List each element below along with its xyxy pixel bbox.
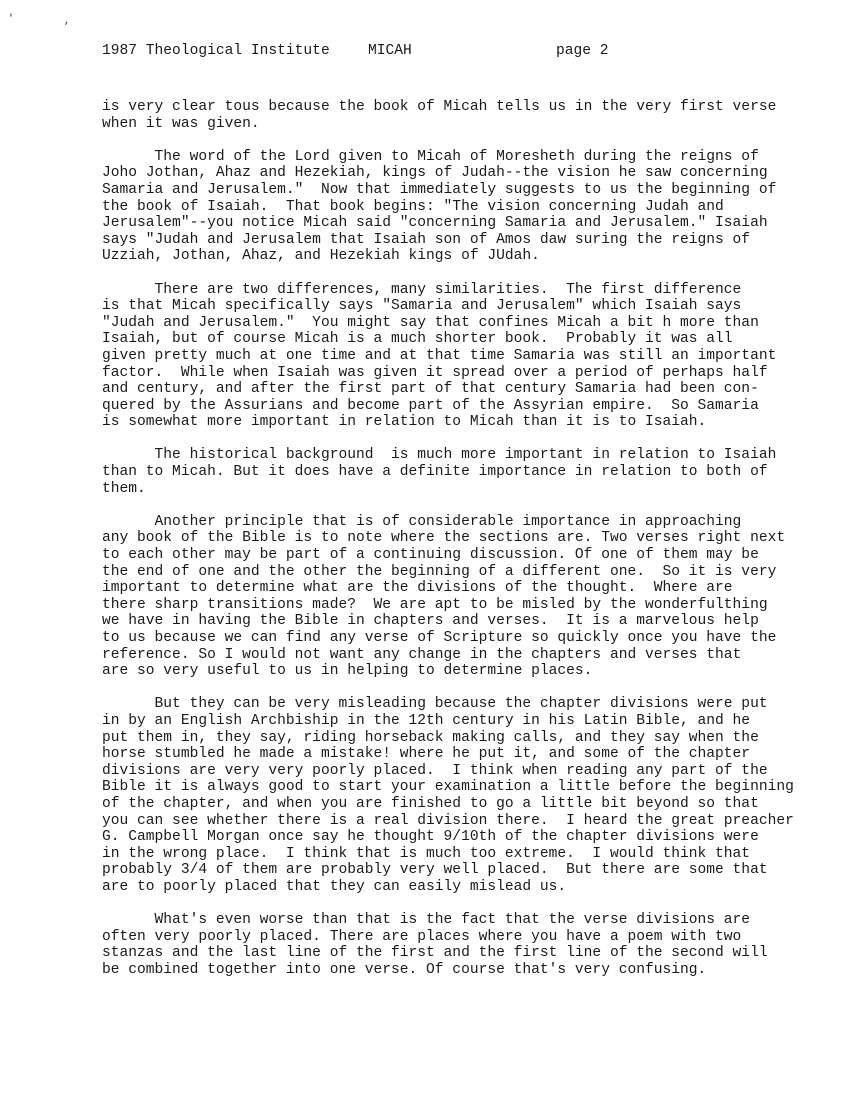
text-line: and century, and after the first part of that century Samaria had been con- xyxy=(102,381,759,398)
text-line: horse stumbled he made a mistake! where he put it, and some of the chapter xyxy=(102,746,751,763)
text-line: Joho Jothan, Ahaz and Hezekiah, kings of Judah--the vision he saw concerning xyxy=(102,165,768,182)
text-line: are to poorly placed that they can easily mislead us. xyxy=(102,878,567,895)
text-line: Samaria and Jerusalem." Now that immediately suggests to us the beginning of xyxy=(102,181,777,198)
text-line: What's even worse than that is the fact that the verse divisions are xyxy=(102,912,751,929)
text-line: stanzas and the last line of the first and the first line of the second will xyxy=(102,945,768,962)
text-line: we have in having the Bible in chapters and verses. It is a marvelous help xyxy=(102,613,759,630)
text-line: "Judah and Jerusalem." You might say that confines Micah a bit h more than xyxy=(102,314,759,331)
scan-mark: , xyxy=(64,16,71,27)
text-line: is somewhat more important in relation to Micah than it is to Isaiah. xyxy=(102,414,707,431)
text-line: them. xyxy=(102,480,146,497)
text-line: Isaiah, but of course Micah is a much shorter book. Probably it was all xyxy=(102,331,733,348)
header-institute: 1987 Theological Institute xyxy=(102,43,330,59)
text-line: But they can be very misleading because the chapter divisions were put xyxy=(102,696,768,713)
paragraph xyxy=(102,447,794,497)
text-line: probably 3/4 of them are probably very well placed. But there are some that xyxy=(102,862,768,879)
text-line: important to determine what are the divisions of the thought. Where are xyxy=(102,580,733,597)
text-line: quered by the Assurians and become part of the Assyrian empire. So Samaria xyxy=(102,397,759,414)
paragraph xyxy=(102,282,794,431)
text-line: than to Micah. But it does have a definite importance in relation to both of xyxy=(102,464,768,481)
text-line: Another principle that is of considerable importance in approaching xyxy=(102,513,742,530)
paragraph xyxy=(102,696,794,895)
text-line: to us because we can find any verse of Scripture so quickly once you have the xyxy=(102,630,777,646)
paragraph xyxy=(102,99,794,132)
document-body xyxy=(102,99,794,995)
paragraph xyxy=(102,912,794,978)
text-line: be combined together into one verse. Of course that's very confusing. xyxy=(102,961,707,978)
header-subject: MICAH xyxy=(368,43,412,59)
text-line: is that Micah specifically says "Samaria and Jerusalem" which Isaiah says xyxy=(102,298,742,315)
paragraph xyxy=(102,514,794,680)
scan-mark: ' xyxy=(8,14,15,25)
text-line: G. Campbell Morgan once say he thought 9/10th of the chapter divisions were xyxy=(102,829,759,846)
header-page-number: page 2 xyxy=(556,43,609,59)
text-line: in the wrong place. I think that is much too extreme. I would think that xyxy=(102,845,751,862)
text-line: says "Judah and Jerusalem that Isaiah son of Amos daw suring the reigns of xyxy=(102,231,751,248)
text-line: often very poorly placed. There are places where you have a poem with two xyxy=(102,928,742,945)
text-line: factor. While when Isaiah was given it spread over a period of perhaps half xyxy=(102,364,768,381)
text-line: There are two differences, many similarities. The first difference xyxy=(102,281,742,298)
text-line: when it was given. xyxy=(102,115,260,132)
text-line: there sharp transitions made? We are apt to be misled by the wonderfulthing xyxy=(102,596,768,613)
text-line: put them in, they say, riding horseback making calls, and they say when the xyxy=(102,729,759,746)
text-line: The word of the Lord given to Micah of Moresheth during the reigns of xyxy=(102,148,759,165)
text-line: reference. So I would not want any change in the chapters and verses that xyxy=(102,646,742,663)
text-line: you can see whether there is a real division there. I heard the great preacher xyxy=(102,812,794,829)
text-line: are so very useful to us in helping to determine places. xyxy=(102,663,593,680)
text-line: divisions are very very poorly placed. I think when reading any part of the xyxy=(102,762,768,779)
paragraph xyxy=(102,149,794,265)
text-line: any book of the Bible is to note where the sections are. Two verses right next xyxy=(102,530,786,547)
text-line: is very clear tous because the book of Micah tells us in the very first verse xyxy=(102,99,777,115)
text-line: of the chapter, and when you are finished to go a little bit beyond so that xyxy=(102,795,759,812)
text-line: the end of one and the other the beginning of a different one. So it is very xyxy=(102,563,777,580)
text-line: Uzziah, Jothan, Ahaz, and Hezekiah kings of JUdah. xyxy=(102,248,540,265)
text-line: Bible it is always good to start your examination a little before the beginning xyxy=(102,779,794,796)
text-line: Jerusalem"--you notice Micah said "concerning Samaria and Jerusalem." Isaiah xyxy=(102,215,768,232)
text-line: the book of Isaiah. That book begins: "The vision concerning Judah and xyxy=(102,198,724,215)
text-line: The historical background is much more important in relation to Isaiah xyxy=(102,447,777,464)
text-line: given pretty much at one time and at that time Samaria was still an important xyxy=(102,347,777,364)
text-line: in by an English Archbiship in the 12th century in his Latin Bible, and he xyxy=(102,712,751,729)
text-line: to each other may be part of a continuing discussion. Of one of them may be xyxy=(102,547,759,564)
